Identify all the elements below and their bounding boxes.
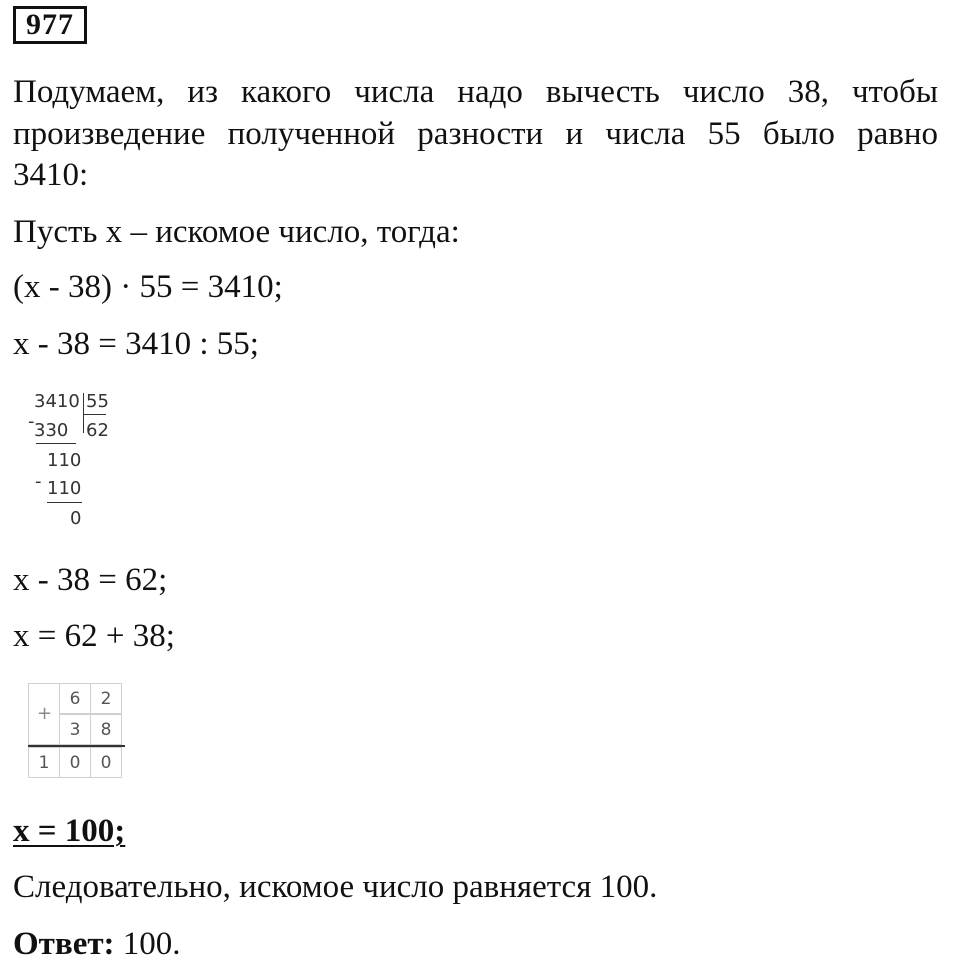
division-minus-sign-1: - <box>28 411 35 432</box>
addition-cell: 2 <box>90 683 122 714</box>
equation-2: х - 38 = 3410 : 55; <box>13 326 259 362</box>
division-subtrahend-1: 330 <box>34 420 69 441</box>
division-quotient: 62 <box>86 420 109 441</box>
problem-number: 977 <box>13 6 87 44</box>
intro-line-3: 3410: <box>13 157 89 193</box>
let-statement: Пусть х – искомое число, тогда: <box>13 214 460 250</box>
addition-result-cell: 0 <box>90 747 122 778</box>
division-final-remainder: 0 <box>70 508 82 529</box>
addition-cell: 6 <box>59 683 91 714</box>
division-minus-sign-2: - <box>35 471 42 492</box>
division-line-2 <box>47 502 82 503</box>
column-addition <box>28 683 128 781</box>
answer-label: Ответ: <box>13 926 115 962</box>
result-line <box>13 811 125 851</box>
result-value: х = 100; <box>13 813 126 849</box>
equation-1: (х - 38) · 55 = 3410; <box>13 269 283 305</box>
equation-3: х - 38 = 62; <box>13 562 168 598</box>
division-remainder-1: 110 <box>47 450 82 471</box>
addition-cell: 8 <box>90 714 122 745</box>
equation-4: х = 62 + 38; <box>13 618 175 654</box>
long-division <box>28 390 128 530</box>
plus-sign: + <box>36 703 53 724</box>
division-divisor-underline <box>84 414 106 415</box>
addition-operator-cell <box>28 683 60 745</box>
division-divisor: 55 <box>86 391 109 412</box>
addition-cell: 3 <box>59 714 91 745</box>
answer-value: 100. <box>114 926 181 962</box>
intro-line-1: Подумаем, из какого числа надо вычесть число 38, чтобы <box>13 74 938 110</box>
addition-result-cell: 0 <box>59 747 91 778</box>
division-dividend: 3410 <box>34 391 80 412</box>
answer-line <box>13 924 181 964</box>
conclusion: Следовательно, искомое число равняется 100. <box>13 869 658 905</box>
intro-line-2: произведение полученной разности и числа 55 было равно <box>13 116 938 152</box>
division-line-1 <box>36 443 76 444</box>
division-subtrahend-2: 110 <box>47 478 82 499</box>
division-vertical-bar <box>83 393 84 433</box>
addition-result-cell: 1 <box>28 747 60 778</box>
